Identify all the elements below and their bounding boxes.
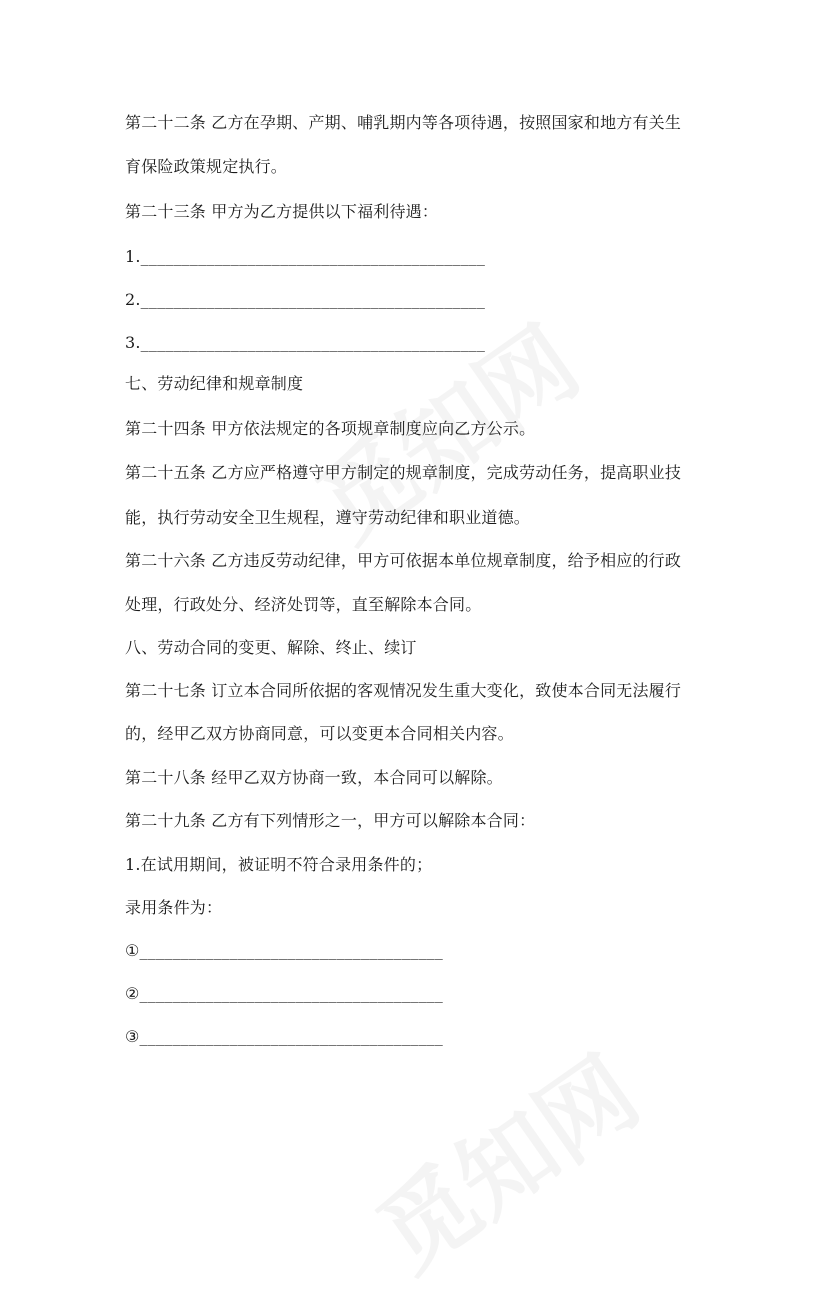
article-27-line-1: 第二十七条 订立本合同所依据的客观情况发生重大变化，致使本合同无法履行 (125, 681, 682, 700)
article-27-line-2: 的，经甲乙双方协商同意，可以变更本合同相关内容。 (125, 724, 514, 743)
article-23: 第二十三条 甲方为乙方提供以下福利待遇： (125, 202, 439, 221)
watermark (347, 1020, 661, 1297)
hiring-conditions-label: 录用条件为： (125, 898, 223, 917)
article-29: 第二十九条 乙方有下列情形之一，甲方可以解除本合同： (125, 811, 536, 830)
hiring-condition-blank-2: ②_____________________________________ (125, 984, 443, 1003)
article-24: 第二十四条 甲方依法规定的各项规章制度应向乙方公示。 (125, 419, 536, 438)
article-28: 第二十八条 经甲乙双方协商一致，本合同可以解除。 (125, 768, 503, 787)
article-25-line-1: 第二十五条 乙方应严格遵守甲方制定的规章制度，完成劳动任务，提高职业技 (125, 463, 682, 482)
welfare-blank-1: 1.__________________________________________ (125, 247, 486, 266)
hiring-condition-blank-3: ③_____________________________________ (125, 1027, 443, 1046)
welfare-blank-3: 3.__________________________________________ (125, 333, 486, 352)
article-26-line-2: 处理，行政处分、经济处罚等，直至解除本合同。 (125, 595, 482, 614)
article-22-line-1: 第二十二条 乙方在孕期、产期、哺乳期内等各项待遇，按照国家和地方有关生 (125, 113, 682, 132)
welfare-blank-2: 2.__________________________________________ (125, 290, 486, 309)
section-8-heading: 八、劳动合同的变更、解除、终止、续订 (125, 638, 417, 657)
article-22-line-2: 育保险政策规定执行。 (125, 157, 288, 176)
article-25-line-2: 能，执行劳动安全卫生规程，遵守劳动纪律和职业道德。 (125, 508, 531, 527)
clause-29-1: 1.在试用期间，被证明不符合录用条件的； (125, 855, 433, 874)
section-7-heading: 七、劳动纪律和规章制度 (125, 374, 304, 393)
hiring-condition-blank-1: ①_____________________________________ (125, 941, 443, 960)
article-26-line-1: 第二十六条 乙方违反劳动纪律，甲方可依据本单位规章制度，给予相应的行政 (125, 551, 682, 570)
